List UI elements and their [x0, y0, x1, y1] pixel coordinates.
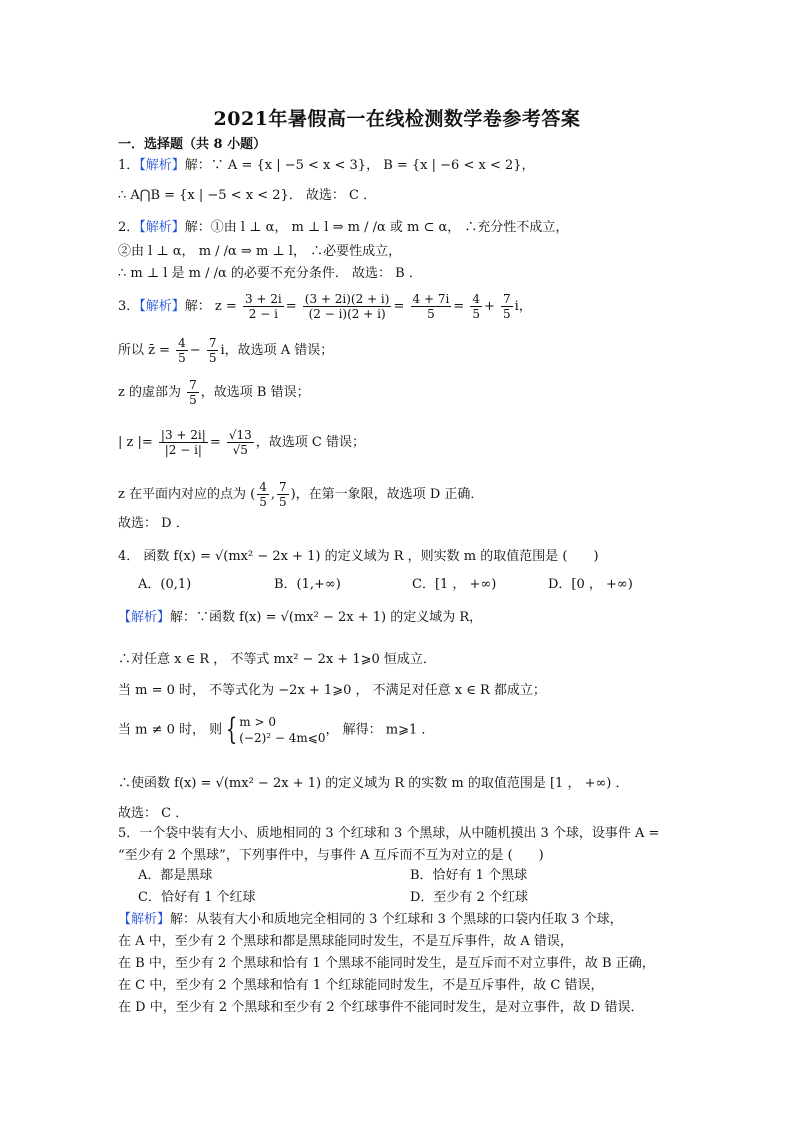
q2-line-2: ②由 l ⊥ α， m / /α ⇒ m ⊥ l， ∴必要性成立，	[118, 244, 402, 259]
q3-line-4: | z |= $\frac{|3 + 2i|}{|2 - i|}$ = $\frac{√13}{√5}$ ，故选项 C 错误；	[118, 428, 365, 457]
q2-line-1	[118, 220, 568, 236]
q4-option-c: C．[1 ， +∞)	[412, 577, 497, 592]
q4-analysis-line-3: 当 m = 0 时， 不等式化为 −2x + 1⩾0 ， 不满足对任意 x ∈ R 都成立；	[118, 683, 546, 698]
q2-line-3: ∴ m ⊥ l 是 m / /α 的必要不充分条件． 故选： B ．	[118, 266, 422, 281]
q4-option-a: A．(0,1)	[138, 577, 192, 592]
q4-stem: 4． 函数 f(x) = √(mx² − 2x + 1) 的定义域为 R ，则实数 m 的取值范围是 ( )	[118, 549, 599, 564]
q4-analysis-line-2: ∴对任意 x ∈ R ， 不等式 mx² − 2x + 1⩾0 恒成立．	[118, 652, 436, 667]
fraction: $\frac{4}{5}$	[472, 292, 480, 321]
q3-line-3: z 的虚部为 $\frac{7}{5}$ ，故选项 B 错误；	[118, 378, 310, 407]
q5-stem-1: 5．一个袋中装有大小、质地相同的 3 个红球和 3 个黑球，从中随机摸出 3 个球，设事件 A =	[118, 826, 660, 841]
fraction: $\frac{4}{5}$	[259, 480, 267, 509]
q5-option-b: B．恰好有 1 个黑球	[410, 868, 528, 883]
q2-text-1: 解：①由 l ⊥ α， m ⊥ l ⇒ m / /α 或 m ⊂ α， ∴充分性不成立，	[184, 220, 569, 235]
q1-line-2: ∴ A⋂B = {x | −5 < x < 2}． 故选： C ．	[118, 188, 377, 203]
q5-option-d: D．至少有 2 个红球	[410, 890, 528, 905]
q4-option-d: D．[0 ， +∞)	[548, 577, 633, 592]
q5-stem-2: “至少有 2 个黑球”，下列事件中，与事件 A 互斥而不互为对立的是 ( )	[118, 848, 544, 863]
fraction: $\frac{7}{5}$	[208, 336, 217, 365]
q3-pre-1: 解： z =	[184, 299, 237, 314]
q1-number: 1．	[118, 158, 140, 173]
q4-option-b: B．(1,+∞)	[274, 577, 341, 592]
q4-analysis-line-4: 当 m ≠ 0 时， 则 { m > 0 (−2)² − 4m⩽0 ， 解得： m⩾1 ．	[118, 712, 435, 747]
q3-line-1: 3．【解析】解： z = $\frac{3 + 2i}{2 - i}$ = $\frac{(3 + 2i)(2 + i)}{(2 - i)(2 + i)}$ = $\frac{4 + 7i}{5}$ = $\frac{4}{5}$ + $\frac{7}{5}$ i，	[118, 292, 532, 321]
fraction: $\frac{7}{5}$	[189, 378, 197, 407]
q1-text-1: 解：∵ A = {x | −5 < x < 3}， B = {x | −6 < x < 2}，	[184, 158, 535, 173]
q5-option-a: A．都是黑球	[138, 868, 213, 883]
analysis-tag: 【解析】	[118, 610, 171, 625]
page-title: 2021年暑假高一在线检测数学卷参考答案	[213, 108, 581, 130]
q5-analysis-line-1: 【解析】解：从装有大小和质地完全相同的 3 个红球和 3 个黑球的口袋内任取 3 个球，	[118, 912, 623, 927]
analysis-tag: 【解析】	[139, 158, 185, 173]
analysis-tag: 【解析】	[118, 912, 171, 927]
q5-analysis-line-5: 在 D 中，至少有 2 个黑球和至少有 2 个红球事件不能同时发生，是对立事件，故 D 错误．	[118, 1000, 644, 1015]
q1-line-1	[118, 158, 535, 174]
fraction: $\frac{7}{5}$	[278, 480, 287, 509]
q5-option-c: C．恰好有 1 个红球	[138, 890, 256, 905]
fraction: $\frac{3 + 2i}{2 - i}$	[244, 292, 282, 321]
q5-analysis-line-3: 在 B 中，至少有 2 个黑球和恰有 1 个黑球不能同时发生，是互斥而不对立事件，故 B 正确，	[118, 956, 655, 971]
section-heading: 一．选择题（共 8 小题）	[118, 137, 267, 152]
q4-analysis-line-5: ∴使函数 f(x) = √(mx² − 2x + 1) 的定义域为 R 的实数 m 的取值范围是 [1 ， +∞) ．	[118, 776, 629, 791]
q3-line-5: z 在平面内对应的点为 ( $\frac{4}{5}$ , $\frac{7}{5}$ )，在第一象限，故选项 D 正确．	[118, 480, 484, 509]
fraction: $\frac{4}{5}$	[178, 336, 186, 365]
q2-number: 2．	[118, 220, 140, 235]
fraction: $\frac{7}{5}$	[503, 292, 511, 321]
q4-analysis-line-6: 故选： C ．	[118, 806, 189, 821]
q5-analysis-line-2: 在 A 中，至少有 2 个黑球和都是黑球能同时发生，不是互斥事件，故 A 错误，	[118, 934, 573, 949]
analysis-tag: 【解析】	[139, 299, 185, 314]
q3-line-6: 故选： D ．	[118, 516, 189, 531]
fraction: $\frac{√13}{√5}$	[228, 428, 252, 457]
q3-line-2: 所以 z̄ = $\frac{4}{5}$ − $\frac{7}{5}$ i，故选项 A 错误；	[118, 336, 334, 365]
fraction: $\frac{|3 + 2i|}{|2 - i|}$	[160, 428, 206, 457]
inequality-system: m > 0 (−2)² − 4m⩽0	[239, 715, 326, 745]
q5-analysis-line-4: 在 C 中，至少有 2 个黑球和恰有 1 个红球能同时发生，不是互斥事件，故 C 错误，	[118, 978, 604, 993]
q4-analysis-line-1: 【解析】解：∵函数 f(x) = √(mx² − 2x + 1) 的定义域为 R，	[118, 610, 483, 625]
brace: {	[225, 712, 238, 747]
fraction: $\frac{4 + 7i}{5}$	[412, 292, 450, 321]
analysis-tag: 【解析】	[139, 220, 185, 235]
fraction: $\frac{(3 + 2i)(2 + i)}{(2 - i)(2 + i)}$	[304, 292, 390, 321]
q3-number: 3．	[118, 299, 140, 314]
